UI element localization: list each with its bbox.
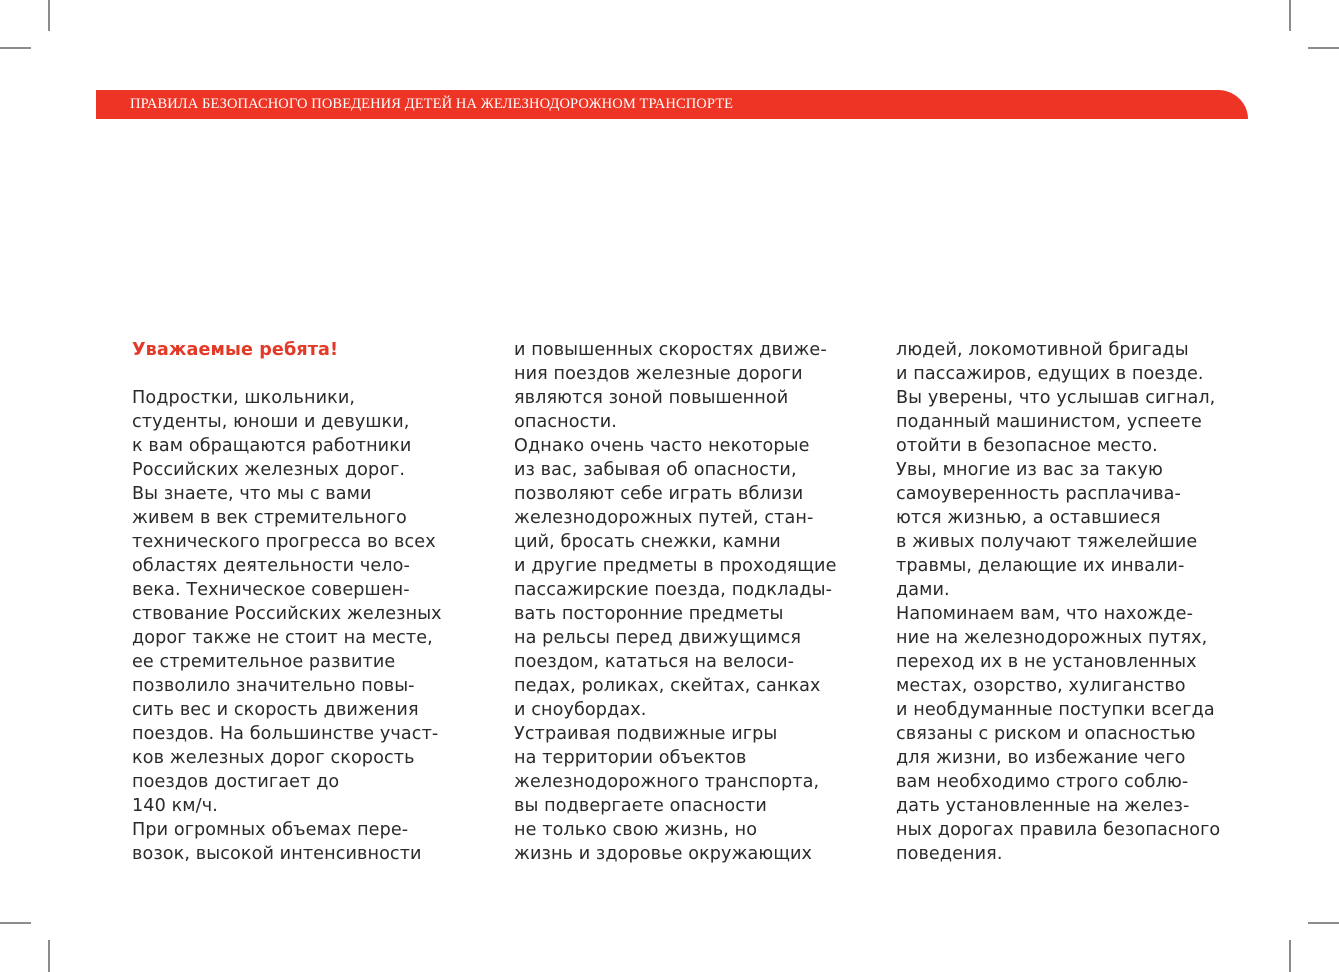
text-line: позволяют себе играть вблизи bbox=[514, 484, 804, 504]
crop-mark-top-left-horizontal bbox=[0, 47, 31, 49]
text-line: живем в век стремительного bbox=[132, 508, 407, 528]
text-line: поведения. bbox=[896, 844, 1003, 864]
text-line: дами. bbox=[896, 580, 950, 600]
text-line: вам необходимо строго соблю- bbox=[896, 772, 1189, 792]
text-line: поездом, кататься на велоси- bbox=[514, 652, 795, 672]
text-line: опасности. bbox=[514, 412, 617, 432]
text-line: Подростки, школьники, bbox=[132, 388, 356, 408]
text-line: людей, локомотивной бригады bbox=[896, 340, 1189, 360]
text-line: поездов достигает до bbox=[132, 772, 340, 792]
text-line: позволило значительно повы- bbox=[132, 676, 415, 696]
crop-mark-bottom-right-vertical bbox=[1289, 940, 1291, 972]
text-line: связаны с риском и опасностью bbox=[896, 724, 1196, 744]
text-line: ние на железнодорожных путях, bbox=[896, 628, 1208, 648]
text-line: поездов. На большинстве участ- bbox=[132, 724, 439, 744]
text-line: и пассажиров, едущих в поезде. bbox=[896, 364, 1204, 384]
text-line: Устраивая подвижные игры bbox=[514, 724, 778, 744]
text-column-2 bbox=[514, 338, 837, 866]
text-line: студенты, юноши и девушки, bbox=[132, 412, 410, 432]
text-line: для жизни, во избежание чего bbox=[896, 748, 1186, 768]
crop-mark-bottom-left-horizontal bbox=[0, 922, 31, 924]
text-line: и сноубордах. bbox=[514, 700, 647, 720]
text-line: ных дорогах правила безопасного bbox=[896, 820, 1221, 840]
text-line: на территории объектов bbox=[514, 748, 747, 768]
text-line: не только свою жизнь, но bbox=[514, 820, 758, 840]
text-line: в живых получают тяжелейшие bbox=[896, 532, 1198, 552]
text-line: переход их в не установленных bbox=[896, 652, 1197, 672]
text-line: ее стремительное развитие bbox=[132, 652, 396, 672]
text-line: на рельсы перед движущимся bbox=[514, 628, 802, 648]
crop-mark-top-left-vertical bbox=[48, 0, 50, 31]
text-line: дать установленные на желез- bbox=[896, 796, 1190, 816]
text-line: педах, роликах, скейтах, санках bbox=[514, 676, 821, 696]
text-column-1 bbox=[132, 338, 442, 866]
text-line: местах, озорство, хулиганство bbox=[896, 676, 1186, 696]
article-heading: Уважаемые ребята! bbox=[132, 340, 339, 360]
text-line: самоуверенность расплачива- bbox=[896, 484, 1181, 504]
text-line: вы подвергаете опасности bbox=[514, 796, 767, 816]
column-2-body bbox=[514, 338, 837, 866]
text-line: являются зоной повышенной bbox=[514, 388, 789, 408]
text-line: травмы, делающие их инвали- bbox=[896, 556, 1185, 576]
text-line: областях деятельности чело- bbox=[132, 556, 410, 576]
text-line: железнодорожного транспорта, bbox=[514, 772, 820, 792]
text-line: к вам обращаются работники bbox=[132, 436, 412, 456]
text-line: При огромных объемах пере- bbox=[132, 820, 409, 840]
text-line: и необдуманные поступки всегда bbox=[896, 700, 1215, 720]
text-column-3 bbox=[896, 338, 1220, 866]
text-line: из вас, забывая об опасности, bbox=[514, 460, 797, 480]
text-line: 140 км/ч. bbox=[132, 796, 218, 816]
text-line: железнодорожных путей, стан- bbox=[514, 508, 814, 528]
text-line: и повышенных скоростях движе- bbox=[514, 340, 827, 360]
text-line: жизнь и здоровье окружающих bbox=[514, 844, 813, 864]
header-title: ПРАВИЛА БЕЗОПАСНОГО ПОВЕДЕНИЯ ДЕТЕЙ НА ЖЕЛЕЗНОДОРОЖНОМ ТРАНСПОРТЕ bbox=[130, 96, 734, 112]
header-banner bbox=[96, 90, 1248, 119]
text-line: технического прогресса во всех bbox=[132, 532, 436, 552]
text-line: ков железных дорог скорость bbox=[132, 748, 415, 768]
text-line: поданный машинистом, успеете bbox=[896, 412, 1202, 432]
text-line: Увы, многие из вас за такую bbox=[896, 460, 1163, 480]
text-line: ствование Российских железных bbox=[132, 604, 442, 624]
text-line: сить вес и скорость движения bbox=[132, 700, 419, 720]
column-3-body bbox=[896, 338, 1220, 866]
text-line: пассажирские поезда, подклады- bbox=[514, 580, 833, 600]
crop-mark-bottom-right-horizontal bbox=[1308, 922, 1339, 924]
crop-mark-bottom-left-vertical bbox=[48, 940, 50, 972]
text-line: Вы уверены, что услышав сигнал, bbox=[896, 388, 1216, 408]
text-line: ния поездов железные дороги bbox=[514, 364, 803, 384]
text-line: Российских железных дорог. bbox=[132, 460, 406, 480]
text-line: Вы знаете, что мы с вами bbox=[132, 484, 372, 504]
text-line: ются жизнью, а оставшиеся bbox=[896, 508, 1161, 528]
text-line: Напоминаем вам, что нахожде- bbox=[896, 604, 1194, 624]
column-1-body bbox=[132, 386, 442, 866]
text-line: дорог также не стоит на месте, bbox=[132, 628, 433, 648]
text-line: века. Техническое совершен- bbox=[132, 580, 410, 600]
text-line: и другие предметы в проходящие bbox=[514, 556, 837, 576]
text-line: вать посторонние предметы bbox=[514, 604, 784, 624]
text-line: отойти в безопасное место. bbox=[896, 436, 1158, 456]
text-line: Однако очень часто некоторые bbox=[514, 436, 810, 456]
crop-mark-top-right-horizontal bbox=[1308, 47, 1339, 49]
text-line: ций, бросать снежки, камни bbox=[514, 532, 781, 552]
crop-mark-top-right-vertical bbox=[1289, 0, 1291, 31]
text-line: возок, высокой интенсивности bbox=[132, 844, 422, 864]
